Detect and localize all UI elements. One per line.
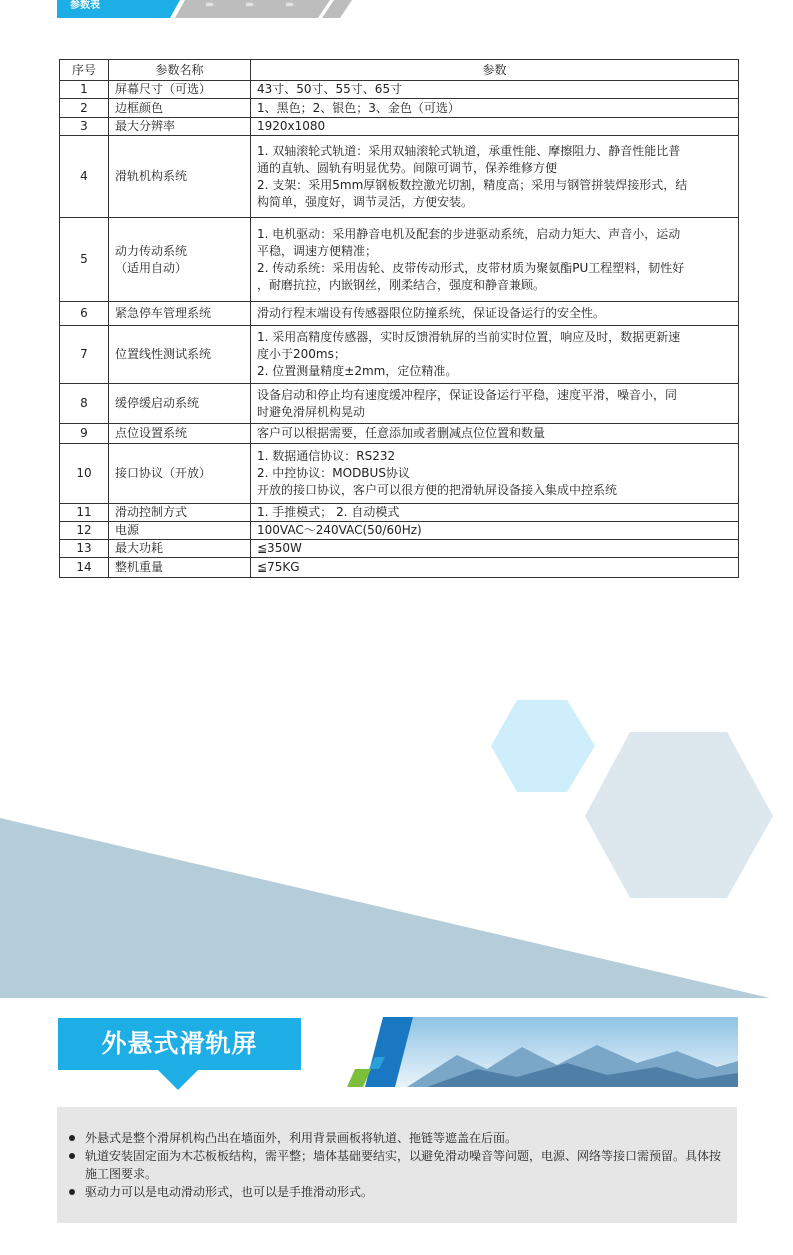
bullet-icon bbox=[69, 1189, 75, 1195]
table-row bbox=[60, 540, 739, 558]
row-index: 2 bbox=[60, 99, 109, 118]
param-value-line: 1. 采用高精度传感器，实时反馈滑轨屏的当前实时位置，响应及时，数据更新速 bbox=[257, 330, 681, 344]
param-value bbox=[251, 384, 739, 424]
param-name-line: 屏幕尺寸（可选） bbox=[115, 82, 212, 96]
param-value-line: 平稳，调速方便精准； bbox=[257, 243, 378, 258]
row-index: 14 bbox=[60, 558, 109, 578]
param-value-line: 100VAC～240VAC(50/60Hz) bbox=[257, 523, 422, 537]
param-value-line: 度小于200ms； bbox=[257, 347, 346, 361]
param-name-line: 最大功耗 bbox=[115, 541, 164, 555]
table-row bbox=[60, 504, 739, 522]
param-name bbox=[109, 540, 251, 558]
parameter-table bbox=[59, 59, 739, 578]
param-name-line: 接口协议（开放） bbox=[115, 466, 212, 480]
chevron-right-icon: »» bbox=[285, 0, 293, 10]
param-name-line: 边框颜色 bbox=[115, 100, 164, 115]
section-title-box bbox=[58, 1018, 301, 1070]
param-value bbox=[251, 522, 739, 540]
mountain-landscape-image bbox=[347, 1017, 738, 1087]
info-list bbox=[69, 1129, 729, 1201]
row-index: 8 bbox=[60, 384, 109, 424]
bullet-icon bbox=[69, 1153, 75, 1159]
param-name bbox=[109, 326, 251, 384]
param-value-line: 2. 传动系统：采用齿轮、皮带传动形式，皮带材质为聚氨酯PU工程塑料，韧性好 bbox=[257, 260, 685, 275]
title-pointer bbox=[158, 1070, 198, 1090]
banner-shape bbox=[0, 0, 793, 18]
row-index: 13 bbox=[60, 540, 109, 558]
param-value-line: 1. 电机驱动：采用静音电机及配套的步进驱动系统，启动力矩大、声音小，运动 bbox=[257, 226, 681, 241]
param-name bbox=[109, 302, 251, 326]
param-value bbox=[251, 99, 739, 118]
param-value-line: ，耐磨抗拉，内嵌钢丝，刚柔结合，强度和静音兼顾。 bbox=[257, 277, 546, 292]
table-row bbox=[60, 384, 739, 424]
section-header-banner bbox=[0, 0, 793, 18]
table-row bbox=[60, 424, 739, 444]
param-value-line: 滑动行程末端设有传感器限位防撞系统，保证设备运行的安全性。 bbox=[257, 306, 606, 320]
param-name bbox=[109, 504, 251, 522]
param-name-line: 位置线性测试系统 bbox=[115, 347, 212, 361]
table-row bbox=[60, 558, 739, 578]
row-index: 1 bbox=[60, 81, 109, 99]
param-name-line: （适用自动） bbox=[115, 260, 188, 275]
param-value-line: 2. 支架：采用5mm厚钢板数控激光切割，精度高；采用与钢管拼装焊接形式，结 bbox=[257, 177, 688, 192]
param-name-line: 电源 bbox=[115, 523, 140, 537]
param-name bbox=[109, 218, 251, 302]
param-value bbox=[251, 136, 739, 218]
row-index: 4 bbox=[60, 136, 109, 218]
param-name bbox=[109, 118, 251, 136]
param-value-line: 1920x1080 bbox=[257, 119, 326, 133]
param-name-line: 整机重量 bbox=[115, 560, 164, 574]
param-value-line: 通的直轨、圆轨有明显优势。间隙可调节，保养维修方便 bbox=[257, 160, 558, 175]
param-value-line: 1. 数据通信协议：RS232 bbox=[257, 449, 396, 463]
param-value bbox=[251, 424, 739, 444]
param-value-line: 2. 位置测量精度±2mm，定位精准。 bbox=[257, 364, 458, 378]
row-index: 10 bbox=[60, 444, 109, 504]
param-value-line: 1. 手推模式； 2. 自动模式 bbox=[257, 505, 400, 519]
param-value bbox=[251, 540, 739, 558]
param-value bbox=[251, 444, 739, 504]
list-item: 外悬式是整个滑屏机构凸出在墙面外，利用背景画板将轨道、拖链等遮盖在后面。 bbox=[69, 1129, 729, 1147]
param-name-line: 最大分辨率 bbox=[115, 119, 176, 133]
param-value bbox=[251, 558, 739, 578]
param-value bbox=[251, 326, 739, 384]
decorative-background bbox=[0, 690, 793, 1010]
param-value-line: 设备启动和停止均有速度缓冲程序，保证设备运行平稳，速度平滑，噪音小，同 bbox=[257, 387, 678, 402]
list-item: 轨道安装固定面为木芯板板结构，需平整；墙体基础要结实，以避免滑动噪音等问题，电源、网络等接口需预留。具体按施工图要求。 bbox=[69, 1147, 729, 1183]
row-index: 3 bbox=[60, 118, 109, 136]
bullet-icon bbox=[69, 1135, 75, 1141]
param-value-line: 43寸、50寸、55寸、65寸 bbox=[257, 82, 403, 96]
param-name-line: 点位设置系统 bbox=[115, 426, 188, 440]
table-row bbox=[60, 444, 739, 504]
table-header-row bbox=[60, 60, 739, 81]
param-name-line: 紧急停车管理系统 bbox=[115, 306, 212, 320]
list-item: 驱动力可以是电动滑动形式，也可以是手推滑动形式。 bbox=[69, 1183, 729, 1201]
param-name bbox=[109, 81, 251, 99]
section-title: 外悬式滑轨屏 bbox=[101, 1029, 258, 1058]
hexagon-light bbox=[491, 700, 595, 792]
param-value-line: 2. 中控协议：MODBUS协议 bbox=[257, 466, 410, 480]
table-row bbox=[60, 218, 739, 302]
row-index: 11 bbox=[60, 504, 109, 522]
table-row bbox=[60, 136, 739, 218]
table-row bbox=[60, 522, 739, 540]
param-value-line: 构简单，强度好，调节灵活，方便安装。 bbox=[257, 194, 474, 209]
info-box bbox=[57, 1107, 737, 1223]
param-value bbox=[251, 118, 739, 136]
row-index: 9 bbox=[60, 424, 109, 444]
param-name bbox=[109, 384, 251, 424]
row-index: 12 bbox=[60, 522, 109, 540]
row-index: 7 bbox=[60, 326, 109, 384]
param-name bbox=[109, 424, 251, 444]
param-name-line: 缓停缓启动系统 bbox=[115, 396, 200, 410]
table-row bbox=[60, 302, 739, 326]
param-value bbox=[251, 302, 739, 326]
param-value-line: ≦75KG bbox=[257, 560, 300, 574]
param-name bbox=[109, 444, 251, 504]
param-value bbox=[251, 504, 739, 522]
hexagon-pale bbox=[585, 732, 773, 898]
table-row bbox=[60, 118, 739, 136]
row-index: 6 bbox=[60, 302, 109, 326]
param-value-line: 1、黑色；2、银色；3、金色（可选） bbox=[257, 100, 460, 115]
header-param-value: 参数 bbox=[251, 60, 739, 81]
param-value-line: 客户可以根据需要，任意添加或者删减点位位置和数量 bbox=[257, 426, 546, 440]
param-value bbox=[251, 81, 739, 99]
param-name bbox=[109, 99, 251, 118]
param-value-line: ≦350W bbox=[257, 541, 302, 555]
chevron-right-icon: »» bbox=[205, 0, 213, 10]
param-name-line: 滑动控制方式 bbox=[115, 505, 188, 519]
table-row bbox=[60, 81, 739, 99]
param-value bbox=[251, 218, 739, 302]
param-name bbox=[109, 522, 251, 540]
param-name-line: 动力传动系统 bbox=[115, 243, 188, 258]
table-row bbox=[60, 99, 739, 118]
row-index: 5 bbox=[60, 218, 109, 302]
header-index: 序号 bbox=[60, 60, 109, 81]
chevron-right-icon: »» bbox=[245, 0, 253, 10]
param-name-line: 滑轨机构系统 bbox=[115, 169, 188, 183]
header-param-name: 参数名称 bbox=[109, 60, 251, 81]
param-value-line: 开放的接口协议，客户可以很方便的把滑轨屏设备接入集成中控系统 bbox=[257, 483, 618, 497]
section-header-label: 参数表 bbox=[70, 0, 100, 11]
param-value-line: 1. 双轴滚轮式轨道：采用双轴滚轮式轨道，承重性能、摩擦阻力、静音性能比普 bbox=[257, 143, 681, 158]
param-name bbox=[109, 136, 251, 218]
param-name bbox=[109, 558, 251, 578]
table-row bbox=[60, 326, 739, 384]
param-value-line: 时避免滑屏机构晃动 bbox=[257, 404, 366, 419]
